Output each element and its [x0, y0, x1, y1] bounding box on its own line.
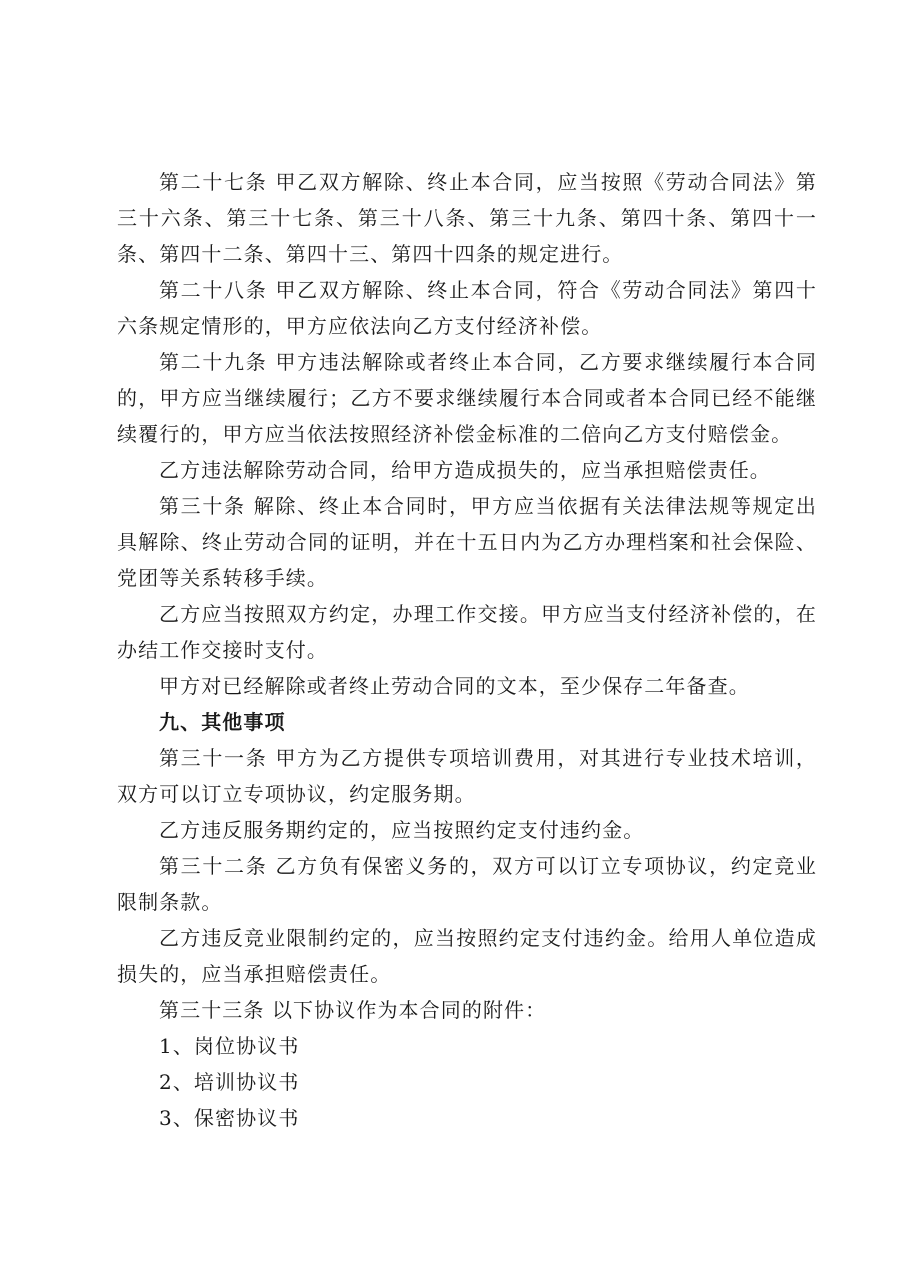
article-30-handover: 乙方应当按照双方约定，办理工作交接。甲方应当支付经济补偿的，在办结工作交接时支付。 [117, 602, 817, 662]
article-31-penalty: 乙方违反服务期约定的，应当按照约定支付违约金。 [159, 818, 645, 842]
article-29-employee-liability: 乙方违法解除劳动合同，给甲方造成损失的，应当承担赔偿责任。 [159, 458, 771, 482]
article-32-penalty: 乙方违反竞业限制约定的，应当按照约定支付违约金。给用人单位造成损失的，应当承担赔偿责任。 [117, 926, 817, 986]
attachment-item-2: 2、培训协议书 [159, 1070, 300, 1094]
article-33: 第三十三条 以下协议作为本合同的附件： [159, 998, 547, 1022]
section-heading-other-matters: 九、其他事项 [159, 710, 286, 734]
article-29: 第二十九条 甲方违法解除或者终止本合同，乙方要求继续履行本合同的，甲方应当继续履行；乙方不要求继续履行本合同或者本合同已经不能继续覆行的，甲方应当依法按照经济补偿金标准的二倍向乙方支付赔偿金。 [117, 350, 817, 446]
article-28: 第二十八条 甲乙双方解除、终止本合同，符合《劳动合同法》第四十六条规定情形的，甲方应依法向乙方支付经济补偿。 [117, 278, 817, 338]
article-30-record-keeping: 甲方对已经解除或者终止劳动合同的文本，至少保存二年备查。 [159, 674, 750, 698]
attachment-item-1: 1、岗位协议书 [159, 1034, 300, 1058]
contract-body [117, 164, 817, 1136]
article-31: 第三十一条 甲方为乙方提供专项培训费用，对其进行专业技术培训，双方可以订立专项协议，约定服务期。 [117, 746, 817, 806]
article-27: 第二十七条 甲乙双方解除、终止本合同，应当按照《劳动合同法》第三十六条、第三十七条、第三十八条、第三十九条、第四十条、第四十一条、第四十二条、第四十三、第四十四条的规定进行。 [117, 170, 817, 266]
attachment-item-3: 3、保密协议书 [159, 1106, 300, 1130]
article-32: 第三十二条 乙方负有保密义务的，双方可以订立专项协议，约定竞业限制条款。 [117, 854, 817, 914]
article-30: 第三十条 解除、终止本合同时，甲方应当依据有关法律法规等规定出具解除、终止劳动合同的证明，并在十五日内为乙方办理档案和社会保险、党团等关系转移手续。 [117, 494, 817, 590]
